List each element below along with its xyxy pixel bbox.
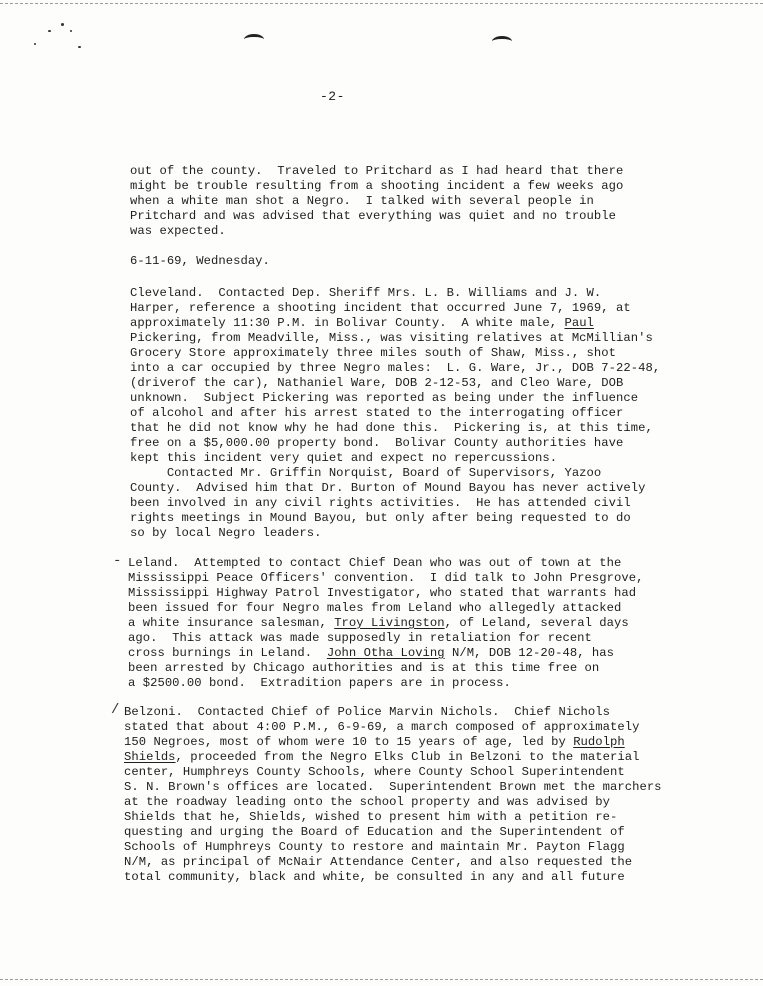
- text-line: at the roadway leading onto the school property and was advised by: [124, 795, 611, 809]
- text-line: Cleveland. Contacted Dep. Sheriff Mrs. L. B. Williams and J. W.: [130, 286, 602, 300]
- line-text: , proceeded from the Negro Elks Club in Belzoni to the material: [175, 750, 640, 764]
- text-line: County. Advised him that Dr. Burton of Mound Bayou has never actively: [130, 481, 646, 495]
- ink-speck: [48, 30, 51, 32]
- text-line: out of the county. Traveled to Pritchard as I had heard that there: [130, 164, 624, 178]
- text-line: ago. This attack was made supposedly in retaliation for recent: [128, 631, 592, 645]
- text-line: into a car occupied by three Negro males: L. G. Ware, Jr., DOB 7-22-48,: [130, 361, 661, 375]
- top-perforation: [0, 3, 763, 4]
- ink-speck: [34, 43, 36, 45]
- ink-speck: [78, 46, 81, 48]
- text-line: [124, 735, 625, 750]
- text-line: S. N. Brown's offices are located. Superintendent Brown met the marchers: [124, 780, 662, 794]
- text-line: unknown. Subject Pickering was reported as being under the influence: [130, 391, 639, 405]
- text-line: Pickering, from Meadville, Miss., was visiting relatives at McMillian's: [130, 331, 653, 345]
- text-line: Mississippi Highway Patrol Investigator, who stated that warrants had: [128, 586, 637, 600]
- text-line: Mississippi Peace Officers' convention. I did talk to John Presgrove,: [128, 571, 644, 585]
- text-line: so by local Negro leaders.: [130, 526, 322, 540]
- text-line: of alcohol and after his arrest stated to the interrogating officer: [130, 406, 624, 420]
- text-line: Shields that he, Shields, wished to present him with a petition re-: [124, 810, 618, 824]
- text-line: Belzoni. Contacted Chief of Police Marvin Nichols. Chief Nichols: [124, 705, 611, 719]
- text-line: questing and urging the Board of Education and the Superintendent of: [124, 825, 625, 839]
- text-line: free on a $5,000.00 property bond. Bolivar County authorities have: [130, 436, 624, 450]
- text-line: center, Humphreys County Schools, where County School Superintendent: [124, 765, 625, 779]
- page-number: -2-: [320, 89, 345, 104]
- ink-speck: [70, 30, 72, 32]
- text-line: when a white man shot a Negro. I talked with several people in: [130, 194, 594, 208]
- text-line: [128, 616, 629, 631]
- text-line: stated that about 4:00 P.M., 6-9-69, a march composed of approximately: [124, 720, 640, 734]
- text-line: Schools of Humphreys County to restore and maintain Mr. Payton Flagg: [124, 840, 625, 854]
- ink-speck: [61, 23, 64, 26]
- text-line: been involved in any civil rights activities. He has attended civil: [130, 496, 631, 510]
- text-line: [124, 750, 639, 765]
- line-text: cross burnings in Leland.: [128, 646, 327, 660]
- bottom-perforation: [0, 979, 763, 980]
- margin-slash-mark: /: [111, 702, 120, 718]
- text-line: [130, 316, 594, 331]
- text-line: Pritchard and was advised that everything was quiet and no trouble: [130, 209, 617, 223]
- line-text: N/M, DOB 12-20-48, has: [444, 646, 615, 660]
- line-text: approximately 11:30 P.M. in Bolivar County. A white male,: [130, 316, 565, 330]
- text-line: rights meetings in Mound Bayou, but only after being requested to do: [130, 511, 631, 525]
- underlined-name: Rudolph: [573, 735, 625, 749]
- text-line: might be trouble resulting from a shooting incident a few weeks ago: [130, 179, 624, 193]
- line-text: 150 Negroes, most of whom were 10 to 15 years of age, led by: [124, 735, 574, 749]
- text-line: been issued for four Negro males from Leland who allegedly attacked: [128, 601, 622, 615]
- text-line: total community, black and white, be consulted in any and all future: [124, 870, 625, 884]
- line-text: a white insurance salesman,: [128, 616, 335, 630]
- underlined-name: John Otha Loving: [326, 646, 445, 660]
- text-line: a $2500.00 bond. Extradition papers are in process.: [128, 676, 511, 690]
- text-line: N/M, as principal of McNair Attendance Center, and also requested the: [124, 855, 633, 869]
- punch-hole-mark-left: [244, 34, 264, 45]
- underlined-name: Paul: [564, 316, 594, 330]
- line-text: , of Leland, several days: [444, 616, 629, 630]
- text-line: was expected.: [130, 224, 226, 238]
- underlined-name: Troy Livingston: [334, 616, 445, 630]
- punch-hole-mark-right: [492, 36, 512, 47]
- text-line: kept this incident very quiet and expect no repercussions.: [130, 451, 558, 465]
- text-line: been arrested by Chicago authorities and is at this time free on: [128, 661, 600, 675]
- text-line: Leland. Attempted to contact Chief Dean who was out of town at the: [128, 556, 622, 570]
- text-line: Contacted Mr. Griffin Norquist, Board of Supervisors, Yazoo: [130, 466, 602, 480]
- text-line: Grocery Store approximately three miles south of Shaw, Miss., shot: [130, 346, 617, 360]
- text-line: [128, 646, 614, 661]
- text-line: that he did not know why he had done this. Pickering is, at this time,: [130, 421, 653, 435]
- underlined-name: Shields: [124, 750, 176, 764]
- margin-tick-mark: -: [113, 553, 122, 569]
- text-line: (driverof the car), Nathaniel Ware, DOB 2-12-53, and Cleo Ware, DOB: [130, 376, 624, 390]
- text-line: Harper, reference a shooting incident that occurred June 7, 1969, at: [130, 301, 631, 315]
- entry-date: 6-11-69, Wednesday.: [130, 254, 270, 268]
